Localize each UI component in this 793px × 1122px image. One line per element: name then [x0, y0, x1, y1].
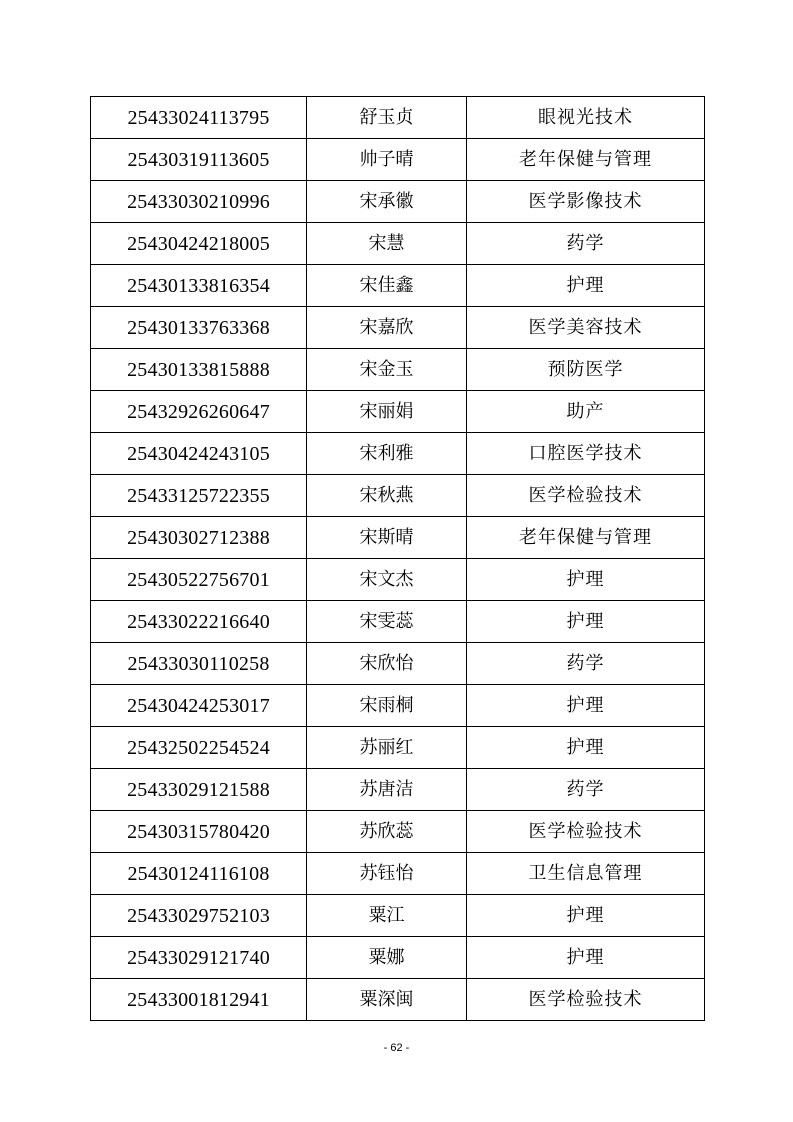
major-cell: 助产	[467, 391, 705, 433]
student-name-cell: 宋承徽	[307, 181, 467, 223]
table-row	[91, 685, 705, 727]
table-row	[91, 139, 705, 181]
student-id-cell: 25433024113795	[91, 97, 307, 139]
major-cell: 医学检验技术	[467, 475, 705, 517]
student-name-cell: 宋佳鑫	[307, 265, 467, 307]
student-roster-table	[90, 96, 705, 1021]
major-cell: 预防医学	[467, 349, 705, 391]
table-row	[91, 475, 705, 517]
student-id-cell: 25432502254524	[91, 727, 307, 769]
student-name-cell: 宋嘉欣	[307, 307, 467, 349]
student-name-cell: 宋秋燕	[307, 475, 467, 517]
student-name-cell: 苏欣蕊	[307, 811, 467, 853]
student-name-cell: 宋斯晴	[307, 517, 467, 559]
table-row	[91, 559, 705, 601]
student-id-cell: 25430302712388	[91, 517, 307, 559]
student-name-cell: 苏钰怡	[307, 853, 467, 895]
page-number: - 62 -	[383, 1042, 410, 1054]
student-name-cell: 苏唐洁	[307, 769, 467, 811]
major-cell: 护理	[467, 265, 705, 307]
student-id-cell: 25430319113605	[91, 139, 307, 181]
student-id-cell: 25433029121740	[91, 937, 307, 979]
student-id-cell: 25432926260647	[91, 391, 307, 433]
table-row	[91, 979, 705, 1021]
major-cell: 医学检验技术	[467, 811, 705, 853]
table-row	[91, 223, 705, 265]
major-cell: 护理	[467, 601, 705, 643]
major-cell: 护理	[467, 937, 705, 979]
major-cell: 药学	[467, 223, 705, 265]
student-name-cell: 宋雨桐	[307, 685, 467, 727]
major-cell: 护理	[467, 559, 705, 601]
major-cell: 护理	[467, 895, 705, 937]
student-name-cell: 宋慧	[307, 223, 467, 265]
major-cell: 护理	[467, 685, 705, 727]
student-name-cell: 粟深闽	[307, 979, 467, 1021]
student-id-cell: 25433022216640	[91, 601, 307, 643]
student-id-cell: 25430522756701	[91, 559, 307, 601]
table-row	[91, 517, 705, 559]
student-id-cell: 25433001812941	[91, 979, 307, 1021]
student-name-cell: 宋金玉	[307, 349, 467, 391]
student-id-cell: 25430133816354	[91, 265, 307, 307]
major-cell: 医学检验技术	[467, 979, 705, 1021]
major-cell: 药学	[467, 769, 705, 811]
major-cell: 卫生信息管理	[467, 853, 705, 895]
student-name-cell: 舒玉贞	[307, 97, 467, 139]
student-id-cell: 25430424253017	[91, 685, 307, 727]
table-row	[91, 643, 705, 685]
major-cell: 医学美容技术	[467, 307, 705, 349]
major-cell: 老年保健与管理	[467, 517, 705, 559]
table-row	[91, 727, 705, 769]
student-name-cell: 粟江	[307, 895, 467, 937]
table-row	[91, 601, 705, 643]
major-cell: 医学影像技术	[467, 181, 705, 223]
student-id-cell: 25433125722355	[91, 475, 307, 517]
table-row	[91, 181, 705, 223]
student-id-cell: 25433029121588	[91, 769, 307, 811]
student-id-cell: 25433030210996	[91, 181, 307, 223]
table-row	[91, 895, 705, 937]
student-id-cell: 25430424243105	[91, 433, 307, 475]
major-cell: 老年保健与管理	[467, 139, 705, 181]
table-row	[91, 391, 705, 433]
major-cell: 药学	[467, 643, 705, 685]
table-row	[91, 349, 705, 391]
table-row	[91, 433, 705, 475]
student-name-cell: 宋文杰	[307, 559, 467, 601]
student-id-cell: 25430133763368	[91, 307, 307, 349]
major-cell: 眼视光技术	[467, 97, 705, 139]
student-name-cell: 帅子晴	[307, 139, 467, 181]
table-row	[91, 97, 705, 139]
student-name-cell: 粟娜	[307, 937, 467, 979]
table-row	[91, 853, 705, 895]
student-name-cell: 宋丽娟	[307, 391, 467, 433]
table-row	[91, 769, 705, 811]
student-id-cell: 25433030110258	[91, 643, 307, 685]
student-id-cell: 25433029752103	[91, 895, 307, 937]
student-id-cell: 25430424218005	[91, 223, 307, 265]
student-name-cell: 宋欣怡	[307, 643, 467, 685]
student-name-cell: 宋利雅	[307, 433, 467, 475]
student-id-cell: 25430133815888	[91, 349, 307, 391]
student-id-cell: 25430124116108	[91, 853, 307, 895]
student-id-cell: 25430315780420	[91, 811, 307, 853]
table-row	[91, 811, 705, 853]
major-cell: 护理	[467, 727, 705, 769]
major-cell: 口腔医学技术	[467, 433, 705, 475]
table-row	[91, 307, 705, 349]
table-row	[91, 265, 705, 307]
roster-body	[91, 97, 705, 1021]
student-name-cell: 宋雯蕊	[307, 601, 467, 643]
table-row	[91, 937, 705, 979]
student-name-cell: 苏丽红	[307, 727, 467, 769]
